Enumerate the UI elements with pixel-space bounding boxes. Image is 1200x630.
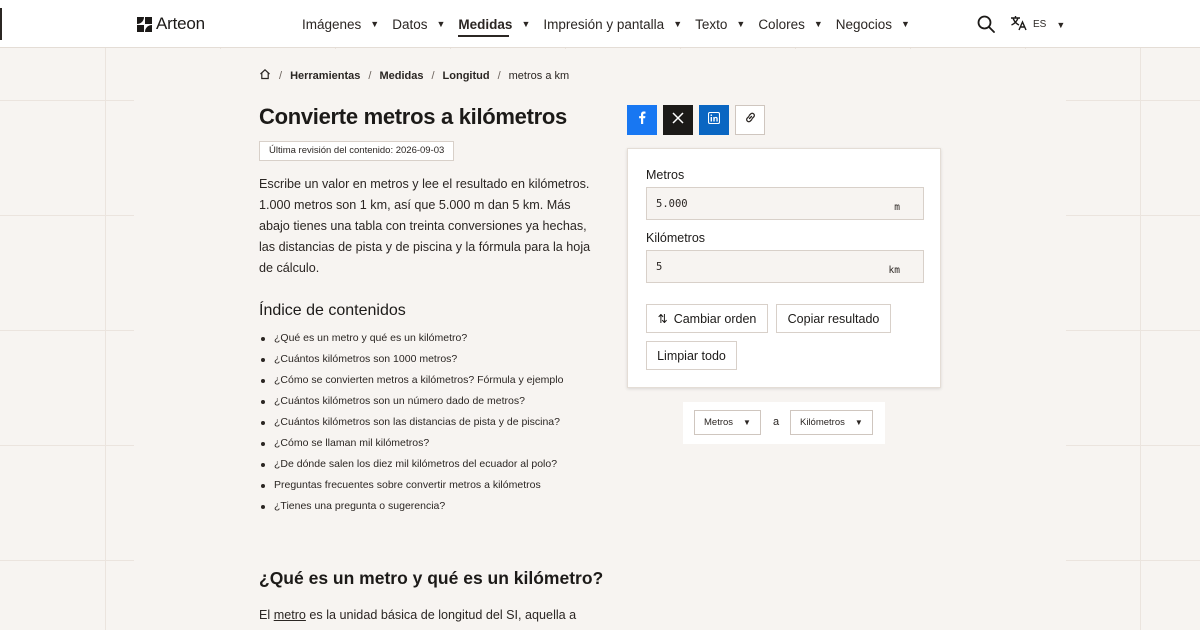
copy-result-label: Copiar resultado (787, 311, 880, 326)
nav-item-label: Impresión y pantalla (543, 16, 665, 32)
toc-item[interactable]: ¿Tienes una pregunta o sugerencia? (259, 496, 563, 517)
linkedin-icon (708, 111, 720, 129)
unit-selector (683, 402, 885, 444)
nav-item-label: Colores (758, 16, 805, 32)
facebook-icon (638, 111, 646, 129)
clear-all-button[interactable] (646, 341, 737, 370)
breadcrumb-separator: / (368, 69, 372, 82)
kilometers-input[interactable] (646, 250, 924, 283)
to-unit-value: Kilómetros (800, 417, 845, 428)
logo-mark-icon (137, 17, 152, 32)
section-heading: ¿Qué es un metro y qué es un kilómetro? (259, 568, 604, 588)
section-paragraph (259, 608, 576, 622)
nav-item-texto[interactable] (695, 17, 745, 32)
kilometers-value: 5 (656, 261, 663, 273)
caret-down-icon: ▼ (521, 19, 531, 29)
brand-name: Arteon (156, 14, 205, 33)
share-x-button[interactable] (663, 105, 693, 135)
page-title: Convierte metros a kilómetros (259, 104, 567, 129)
kilometers-label: Kilómetros (646, 231, 706, 245)
toc-item[interactable]: ¿Cómo se convierten metros a kilómetros? Fórmula y ejemplo (259, 370, 563, 391)
caret-down-icon: ▼ (673, 19, 683, 29)
nav-item-label: Imágenes (302, 16, 362, 32)
brand-logo[interactable] (137, 14, 205, 34)
meters-value: 5.000 (656, 198, 688, 210)
caret-down-icon: ▼ (854, 418, 863, 427)
link-icon (744, 111, 757, 129)
clear-all-label: Limpiar todo (657, 348, 726, 363)
meters-label: Metros (646, 168, 685, 182)
nav-item-label: Datos (392, 16, 428, 32)
top-navigation (0, 0, 1200, 48)
converter-card (627, 148, 941, 388)
revision-badge: Última revisión del contenido: 2026-09-03 (259, 141, 454, 161)
copy-link-button[interactable] (735, 105, 765, 135)
toc-item[interactable]: ¿Cuántos kilómetros son las distancias de pista y de piscina? (259, 412, 563, 433)
breadcrumb-current: metros a km (508, 69, 570, 82)
metro-link[interactable]: metro (273, 608, 306, 622)
caret-down-icon: ▼ (370, 19, 380, 29)
nav-item-medidas[interactable] (458, 17, 530, 32)
language-selector[interactable] (1010, 15, 1065, 34)
nav-item-impresion[interactable] (543, 17, 682, 32)
copy-result-button[interactable] (776, 304, 891, 333)
from-unit-value: Metros (704, 417, 734, 428)
caret-down-icon: ▼ (743, 418, 751, 427)
swap-arrows-icon: ⇅ (657, 311, 668, 326)
meters-unit: m (894, 202, 900, 213)
section-text-start: El (259, 608, 274, 622)
caret-down-icon: ▼ (813, 19, 823, 29)
unit-connector: a (773, 416, 780, 428)
home-icon[interactable] (259, 68, 271, 83)
nav-item-imagenes[interactable] (302, 17, 379, 32)
x-icon (672, 111, 684, 129)
toc-item[interactable]: ¿Qué es un metro y qué es un kilómetro? (259, 328, 563, 349)
section-text-end: es la unidad básica de longitud del SI, aquella a (305, 608, 577, 622)
swap-order-button[interactable] (646, 304, 768, 333)
breadcrumb-medidas[interactable]: Medidas (379, 69, 424, 82)
nav-item-label: Texto (695, 16, 728, 32)
breadcrumb-herramientas[interactable]: Herramientas (290, 69, 361, 82)
translate-icon (1010, 15, 1027, 34)
nav-item-label: Negocios (835, 16, 893, 32)
toc-title: Índice de contenidos (259, 302, 406, 319)
toc-item[interactable]: ¿Cuántos kilómetros son 1000 metros? (259, 349, 563, 370)
toc-item[interactable]: ¿Cuántos kilómetros son un número dado de metros? (259, 391, 563, 412)
nav-item-datos[interactable] (392, 17, 445, 32)
breadcrumb-separator: / (497, 69, 501, 82)
to-unit-select[interactable] (790, 410, 873, 435)
intro-paragraph: Escribe un valor en metros y lee el resultado en kilómetros. 1.000 metros son 1 km, así que 5.000 m dan 5 km. Más abajo tienes una tabla con treinta conversiones ya hechas, las distancias de pista y de piscina y la fórmula para la hoja de cálculo. (259, 177, 591, 275)
kilometers-unit: km (888, 265, 900, 276)
toc-item[interactable]: Preguntas frecuentes sobre convertir metros a kilómetros (259, 475, 563, 496)
table-of-contents (259, 328, 563, 517)
breadcrumb-separator: / (279, 69, 283, 82)
caret-down-icon: ▼ (436, 19, 446, 29)
caret-down-icon: ▼ (736, 19, 746, 29)
share-facebook-button[interactable] (627, 105, 657, 135)
main-nav (302, 0, 923, 48)
caret-down-icon: ▼ (901, 19, 910, 29)
share-linkedin-button[interactable] (699, 105, 729, 135)
toc-item[interactable]: ¿De dónde salen los diez mil kilómetros del ecuador al polo? (259, 454, 563, 475)
nav-item-label: Medidas (458, 16, 513, 32)
nav-item-negocios[interactable] (836, 17, 910, 32)
toc-item[interactable]: ¿Cómo se llaman mil kilómetros? (259, 433, 563, 454)
caret-down-icon: ▼ (1056, 19, 1066, 30)
breadcrumb-separator: / (431, 69, 435, 82)
language-code: ES (1033, 19, 1047, 30)
nav-item-colores[interactable] (758, 17, 822, 32)
breadcrumb (259, 68, 569, 83)
swap-order-label: Cambiar orden (673, 311, 757, 326)
meters-input[interactable] (646, 187, 924, 220)
breadcrumb-longitud[interactable]: Longitud (442, 69, 490, 82)
share-buttons (627, 105, 765, 135)
search-icon[interactable] (977, 15, 995, 33)
from-unit-select[interactable] (694, 410, 761, 435)
